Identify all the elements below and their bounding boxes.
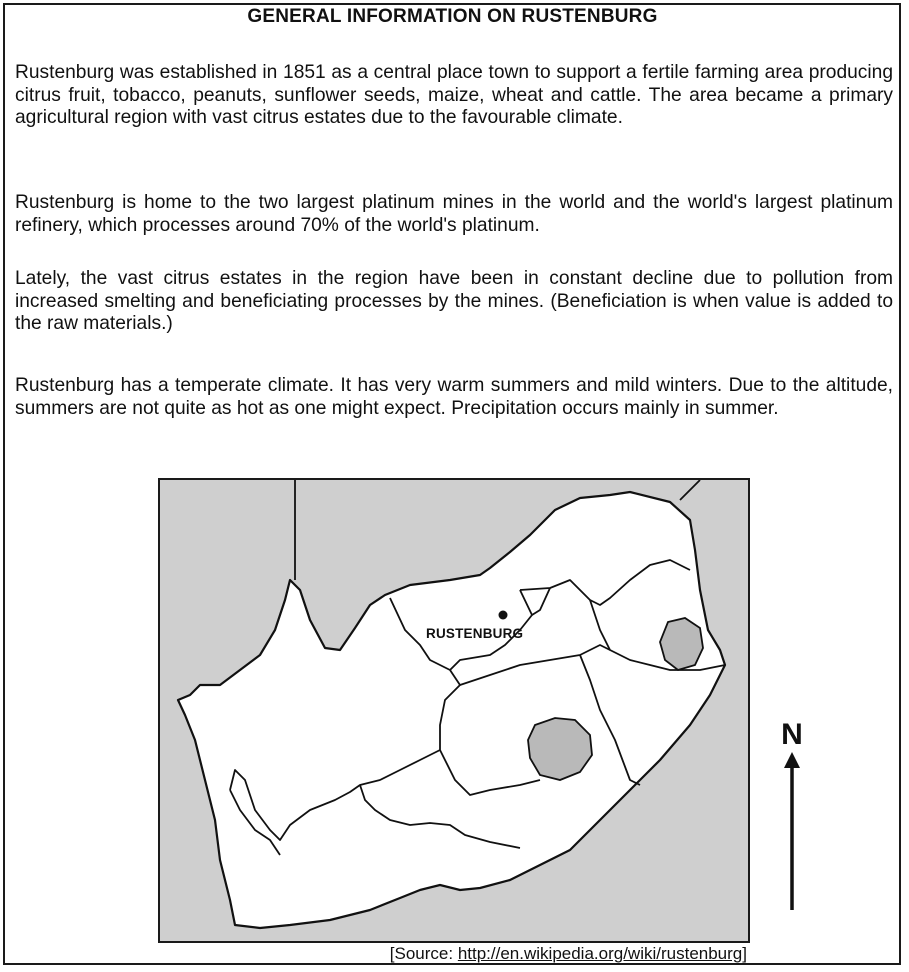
rustenburg-dot (499, 611, 508, 620)
paragraph-climate: Rustenburg has a temperate climate. It has very warm summers and mild winters. Due to the altitude, summers are not quite as hot as one might expect. Precipitation occurs mainly in summer. (15, 375, 893, 419)
source-citation (390, 944, 747, 964)
rustenburg-label: RUSTENBURG (426, 626, 524, 641)
north-arrow (770, 718, 814, 914)
paragraph-history: Rustenburg was established in 1851 as a central place town to support a fertile farming area producing citrus fruit, tobacco, peanuts, sunflower seeds, maize, wheat and cattle. The area became a primary agricultural region with vast citrus estates due to the favourable climate. (15, 62, 893, 128)
eswatini (660, 618, 703, 670)
source-prefix: [Source: (389, 944, 458, 963)
south-africa-map (158, 478, 750, 943)
source-link[interactable]: http://en.wikipedia.org/wiki/rustenburg (457, 944, 743, 963)
north-letter: N (781, 718, 803, 751)
south-africa-landmass (178, 492, 725, 928)
paragraph-platinum: Rustenburg is home to the two largest platinum mines in the world and the world's largest platinum refinery, which processes around 70% of the world's platinum. (15, 192, 893, 236)
paragraph-pollution: Lately, the vast citrus estates in the region have been in constant decline due to pollution from increased smelting and beneficiating processes by the mines. (Beneficiation is when value is added to the raw materials.) (15, 268, 893, 334)
north-arrow-icon (770, 718, 814, 914)
source-suffix: ] (742, 944, 747, 963)
map-drawing (160, 480, 748, 941)
country-border (680, 480, 700, 500)
page-title: GENERAL INFORMATION ON RUSTENBURG (247, 6, 658, 27)
